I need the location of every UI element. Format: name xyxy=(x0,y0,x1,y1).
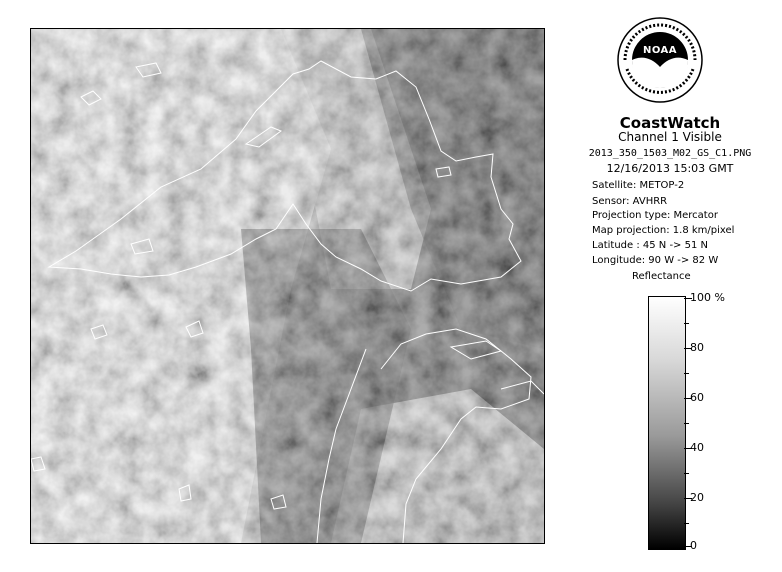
logo-text: NOAA xyxy=(642,45,678,56)
colorbar-minor-tick xyxy=(684,373,689,374)
colorbar-tick-label xyxy=(690,292,725,304)
map-projection-info: Map projection: 1.8 km/pixel xyxy=(592,225,735,236)
longitude-info: Longitude: 90 W -> 82 W xyxy=(592,255,719,266)
colorbar-tick-label: 60 xyxy=(690,391,704,404)
noaa-logo-svg xyxy=(617,17,703,103)
satellite-image xyxy=(30,28,545,544)
product-title: CoastWatch xyxy=(619,114,721,132)
sensor-info: Sensor: AVHRR xyxy=(592,196,668,207)
colorbar-title: Reflectance xyxy=(632,271,691,282)
reflectance-colorbar xyxy=(648,296,686,550)
satellite-image-svg xyxy=(31,29,544,543)
colorbar-tick-value: 100 xyxy=(690,291,711,304)
satellite-info: Satellite: METOP-2 xyxy=(592,180,685,191)
colorbar-minor-tick xyxy=(684,523,689,524)
channel-label: Channel 1 Visible xyxy=(618,130,722,144)
noaa-logo xyxy=(617,17,703,103)
colorbar-tick-label: 20 xyxy=(690,491,704,504)
image-datetime: 12/16/2013 15:03 GMT xyxy=(606,162,734,175)
colorbar-tick-label: 0 xyxy=(690,539,697,552)
colorbar-tick-label: 40 xyxy=(690,441,704,454)
colorbar-minor-tick xyxy=(684,323,689,324)
colorbar-minor-tick xyxy=(684,423,689,424)
projection-type-info: Projection type: Mercator xyxy=(592,210,718,221)
image-filename: 2013_350_1503_M02_GS_C1.PNG xyxy=(588,148,752,159)
cloud-texture xyxy=(31,29,544,543)
colorbar-tick-label: 80 xyxy=(690,341,704,354)
colorbar-unit: % xyxy=(714,291,725,304)
colorbar-minor-tick xyxy=(684,473,689,474)
latitude-info: Latitude : 45 N -> 51 N xyxy=(592,240,708,251)
